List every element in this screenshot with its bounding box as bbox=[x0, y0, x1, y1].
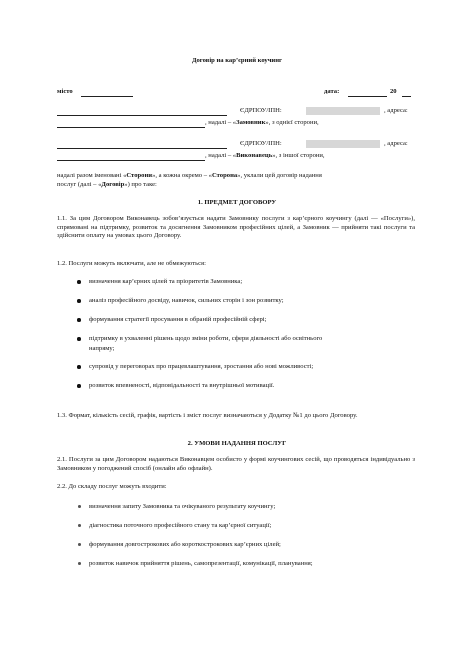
section1-heading: 1. ПРЕДМЕТ ДОГОВОРУ bbox=[197, 199, 277, 206]
date-blank[interactable] bbox=[348, 96, 387, 97]
list-item: підтримку в ухваленні рішень щодо зміни роботи, сфери діяльності або освітнього bbox=[89, 335, 323, 342]
list-item: аналіз професійного досвіду, навичок, сильних сторін і зон розвитку; bbox=[89, 297, 284, 304]
section2-heading: 2. УМОВИ НАДАННЯ ПОСЛУГ bbox=[187, 440, 287, 447]
document-title: Договір на кар’єрний коучинг bbox=[191, 57, 283, 64]
party2-role: , надалі – «Виконавець», з іншої сторони, bbox=[205, 152, 325, 159]
year-blank[interactable] bbox=[402, 96, 411, 97]
bullet-icon bbox=[77, 299, 81, 303]
list-item: формування довгострокових або короткострокових кар’єрних цілей; bbox=[89, 541, 281, 548]
year-prefix: 20 bbox=[390, 88, 397, 95]
party2-edrpou-label: ЄДРПОУ/ІПН: bbox=[240, 140, 282, 147]
party2-role-name: Виконавець bbox=[236, 152, 273, 159]
date-label: дата: bbox=[324, 88, 340, 95]
list-item: формування стратегії просування в обраній професійній сфері; bbox=[89, 316, 267, 323]
city-label: місто bbox=[57, 88, 73, 95]
bullet-icon bbox=[77, 337, 81, 341]
list-item: розвиток навичок прийняття рішень, самопрезентації, комунікації, планування; bbox=[89, 560, 313, 567]
party1-role: , надалі – «Замовник», з однієї сторони, bbox=[205, 119, 319, 126]
party1-edrpou-label: ЄДРПОУ/ІПН: bbox=[240, 107, 282, 114]
party1-edrpou-field[interactable] bbox=[306, 107, 380, 115]
bullet-icon bbox=[78, 543, 81, 546]
clause-1-3: 1.3. Формат, кількість сесій, графік, вартість і зміст послуг визначаються у Додатку №1 до цього Договору. bbox=[57, 412, 358, 419]
party1-name-blank[interactable] bbox=[57, 115, 227, 116]
list-item: визначення запиту Замовника та очікуваного результату коучингу; bbox=[89, 503, 276, 510]
list-item: діагностика поточного професійного стану та кар’єрної ситуації; bbox=[89, 522, 272, 529]
list-item: визначення кар’єрних цілей та пріоритетів Замовника; bbox=[89, 278, 243, 285]
preamble-line1: надалі разом іменовані «Сторони», а кожна окремо – «Сторона», уклали цей договір надання bbox=[57, 172, 322, 179]
clause-2-1: 2.1. Послуги за цим Договором надаються Виконавцем особисто у формі коучингових сесій, що проводяться індивідуально з Замовником у погоджений спосіб (онлайн або офлайн). bbox=[57, 456, 415, 472]
bullet-icon bbox=[77, 280, 81, 284]
preamble-line2: послуг (далі – «Договір») про таке: bbox=[57, 181, 157, 188]
bullet-icon bbox=[77, 365, 81, 369]
city-blank[interactable] bbox=[81, 96, 133, 97]
party1-address-blank[interactable] bbox=[57, 127, 205, 128]
list-item: розвиток впевненості, відповідальності та внутрішньої мотивації. bbox=[89, 382, 275, 389]
party1-role-name: Замовник bbox=[236, 119, 266, 126]
list-item: супровід у переговорах про працевлаштування, зростання або нові можливості; bbox=[89, 363, 314, 370]
clause-1-2: 1.2. Послуги можуть включати, але не обмежуються: bbox=[57, 260, 206, 267]
party2-address-label: , адреса: bbox=[384, 140, 408, 147]
bullet-icon bbox=[77, 318, 81, 322]
bullet-icon bbox=[78, 505, 81, 508]
list-item-continuation: напряму; bbox=[89, 345, 115, 352]
party2-edrpou-field[interactable] bbox=[306, 140, 380, 148]
clause-1-1: 1.1. За цим Договором Виконавець зобов’язується надати Замовнику послуги з кар’єрного коучингу (далі — «Послуги»), спрямовані на підтримку, розвиток та досягнення Замовником професійних цілей, а Замовник — прийняти такі послуги та здійснити оплату на умовах цього Договору. bbox=[57, 215, 415, 240]
bullet-icon bbox=[78, 562, 81, 565]
clause-2-2: 2.2. До складу послуг можуть входити: bbox=[57, 483, 167, 490]
bullet-icon bbox=[78, 524, 81, 527]
bullet-icon bbox=[77, 384, 81, 388]
party1-address-label: , адреса: bbox=[384, 107, 408, 114]
party2-address-blank[interactable] bbox=[57, 160, 205, 161]
party2-name-blank[interactable] bbox=[57, 148, 227, 149]
